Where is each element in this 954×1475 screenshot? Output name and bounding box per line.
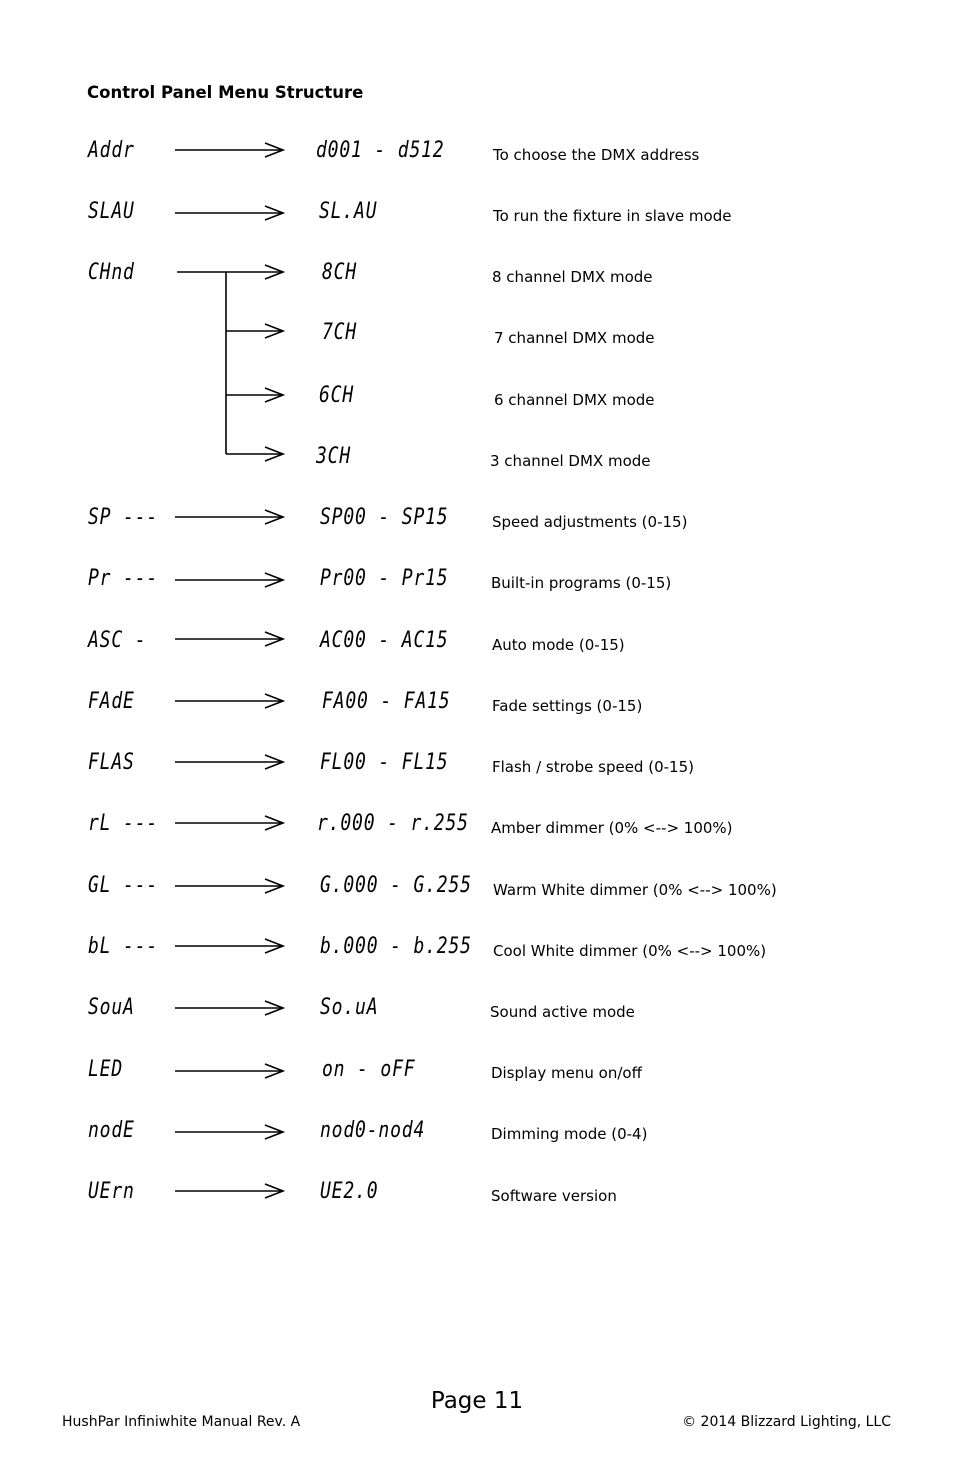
- desc-bl: Cool White dimmer (0% <--> 100%): [493, 942, 767, 960]
- arrow-flas: [175, 755, 283, 769]
- menu-value-6ch: 6CH: [319, 383, 355, 408]
- menu-value-uern: UE2.0: [320, 1179, 379, 1204]
- menu-code-flas: FLAS: [88, 750, 135, 775]
- arrow-asc: [175, 632, 283, 646]
- menu-code-addr: Addr: [88, 138, 135, 163]
- menu-code-slau: SLAU: [88, 199, 135, 224]
- menu-value-8ch: 8CH: [322, 260, 358, 285]
- arrow-gl: [175, 879, 283, 893]
- desc-fade: Fade settings (0-15): [492, 697, 643, 715]
- menu-value-gl: G.000 - G.255: [320, 873, 472, 898]
- footer-manual-title: HushPar Infiniwhite Manual Rev. A: [62, 1414, 301, 1430]
- desc-pr: Built-in programs (0-15): [491, 574, 672, 592]
- menu-value-slau: SL.AU: [319, 199, 378, 224]
- desc-sp: Speed adjustments (0-15): [492, 513, 688, 531]
- menu-code-bl: bL ---: [88, 934, 159, 959]
- desc-node: Dimming mode (0-4): [491, 1125, 648, 1143]
- menu-code-pr: Pr ---: [88, 566, 159, 591]
- menu-value-flas: FL00 - FL15: [320, 750, 449, 775]
- arrow-slau: [175, 206, 283, 220]
- menu-code-uern: UErn: [88, 1179, 135, 1204]
- menu-code-fade: FAdE: [88, 689, 135, 714]
- desc-soua: Sound active mode: [490, 1003, 635, 1021]
- desc-gl: Warm White dimmer (0% <--> 100%): [493, 881, 777, 899]
- desc-slau: To run the fixture in slave mode: [493, 207, 732, 225]
- menu-value-led: on - oFF: [322, 1057, 416, 1082]
- menu-value-asc: AC00 - AC15: [320, 628, 449, 653]
- menu-value-sp: SP00 - SP15: [320, 505, 449, 530]
- arrow-bl: [175, 939, 283, 953]
- menu-value-soua: So.uA: [320, 995, 379, 1020]
- menu-value-rl: r.000 - r.255: [317, 811, 469, 836]
- menu-code-rl: rL ---: [88, 811, 159, 836]
- menu-value-bl: b.000 - b.255: [320, 934, 472, 959]
- desc-uern: Software version: [491, 1187, 617, 1205]
- arrow-pr: [175, 573, 283, 587]
- menu-code-gl: GL ---: [88, 873, 159, 898]
- arrow-rl: [175, 816, 283, 830]
- desc-3ch: 3 channel DMX mode: [490, 452, 651, 470]
- desc-8ch: 8 channel DMX mode: [492, 268, 653, 286]
- desc-rl: Amber dimmer (0% <--> 100%): [491, 819, 733, 837]
- arrow-led: [175, 1064, 283, 1078]
- menu-value-node: nod0-nod4: [320, 1118, 426, 1143]
- desc-7ch: 7 channel DMX mode: [494, 329, 655, 347]
- desc-flas: Flash / strobe speed (0-15): [492, 758, 694, 776]
- menu-code-asc: ASC -: [88, 628, 147, 653]
- desc-addr: To choose the DMX address: [493, 146, 700, 164]
- menu-code-led: LED: [88, 1057, 124, 1082]
- arrow-uern: [175, 1184, 283, 1198]
- menu-value-7ch: 7CH: [322, 320, 358, 345]
- menu-code-soua: SouA: [88, 995, 135, 1020]
- menu-value-3ch: 3CH: [316, 444, 352, 469]
- menu-value-fade: FA00 - FA15: [322, 689, 451, 714]
- menu-value-addr: d001 - d512: [316, 138, 445, 163]
- arrow-soua: [175, 1001, 283, 1015]
- arrow-addr: [175, 143, 283, 157]
- menu-code-chnd: CHnd: [88, 260, 135, 285]
- desc-led: Display menu on/off: [491, 1064, 642, 1082]
- page-number: Page 11: [430, 1388, 524, 1414]
- footer-copyright: © 2014 Blizzard Lighting, LLC: [682, 1414, 891, 1430]
- page-title: Control Panel Menu Structure: [87, 83, 364, 102]
- desc-asc: Auto mode (0-15): [492, 636, 625, 654]
- menu-code-sp: SP ---: [88, 505, 159, 530]
- arrow-fade: [175, 694, 283, 708]
- arrow-sp: [175, 510, 283, 524]
- menu-value-pr: Pr00 - Pr15: [320, 566, 449, 591]
- desc-6ch: 6 channel DMX mode: [494, 391, 655, 409]
- arrow-chnd-branch: [177, 265, 283, 461]
- menu-code-node: nodE: [88, 1118, 135, 1143]
- arrow-node: [175, 1125, 283, 1139]
